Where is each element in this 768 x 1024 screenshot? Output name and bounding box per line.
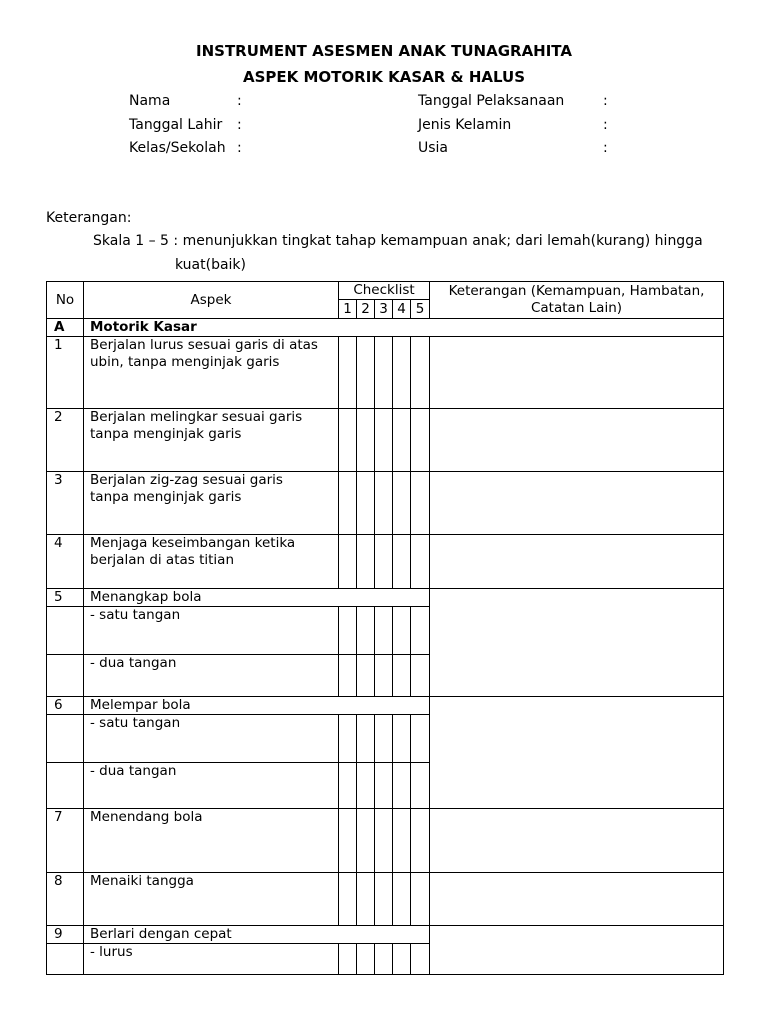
checkbox-cell[interactable] bbox=[411, 715, 430, 763]
checkbox-cell[interactable] bbox=[393, 337, 411, 409]
keterangan-scale-line2: kuat(baik) bbox=[175, 257, 247, 273]
checkbox-cell[interactable] bbox=[339, 715, 357, 763]
checkbox-cell[interactable] bbox=[393, 472, 411, 535]
checkbox-cell[interactable] bbox=[357, 607, 375, 655]
item-no: 5 bbox=[47, 589, 84, 607]
header-no: No bbox=[47, 282, 84, 319]
keterangan-cell[interactable] bbox=[430, 697, 724, 809]
header-keterangan bbox=[430, 282, 724, 319]
checkbox-cell[interactable] bbox=[393, 944, 411, 975]
item-aspek: Melempar bola bbox=[84, 697, 430, 715]
checkbox-cell[interactable] bbox=[339, 337, 357, 409]
table-row bbox=[47, 337, 724, 409]
keterangan-label: Keterangan: bbox=[46, 210, 132, 226]
table-row bbox=[47, 472, 724, 535]
field-sep: : bbox=[237, 117, 242, 133]
keterangan-cell[interactable] bbox=[430, 337, 724, 409]
checkbox-cell[interactable] bbox=[339, 809, 357, 873]
checkbox-cell[interactable] bbox=[357, 409, 375, 472]
checkbox-cell[interactable] bbox=[411, 655, 430, 697]
field-sep: : bbox=[237, 93, 242, 109]
scale-2: 2 bbox=[357, 300, 375, 319]
table-row bbox=[47, 809, 724, 873]
item-no: 2 bbox=[47, 409, 84, 472]
checkbox-cell[interactable] bbox=[357, 763, 375, 809]
checkbox-cell[interactable] bbox=[411, 409, 430, 472]
item-no: 1 bbox=[47, 337, 84, 409]
checkbox-cell[interactable] bbox=[375, 607, 393, 655]
item-aspek: Menangkap bola bbox=[84, 589, 430, 607]
checkbox-cell[interactable] bbox=[357, 337, 375, 409]
item-no: 7 bbox=[47, 809, 84, 873]
item-aspek-line1: Berjalan lurus sesuai garis di atas bbox=[90, 337, 318, 353]
checkbox-cell[interactable] bbox=[411, 607, 430, 655]
checkbox-cell[interactable] bbox=[357, 944, 375, 975]
item-aspek-line1: Berjalan melingkar sesuai garis bbox=[90, 409, 303, 425]
checkbox-cell[interactable] bbox=[393, 873, 411, 926]
checkbox-cell[interactable] bbox=[411, 337, 430, 409]
document-title: INSTRUMENT ASESMEN ANAK TUNAGRAHITA bbox=[196, 42, 572, 60]
table-row bbox=[47, 409, 724, 472]
item-no-empty bbox=[47, 944, 84, 975]
item-aspek: Berlari dengan cepat bbox=[84, 926, 430, 944]
table-row bbox=[47, 926, 724, 944]
checkbox-cell[interactable] bbox=[339, 535, 357, 589]
keterangan-cell[interactable] bbox=[430, 589, 724, 697]
section-row bbox=[47, 319, 724, 337]
item-aspek bbox=[84, 409, 339, 472]
checkbox-cell[interactable] bbox=[375, 409, 393, 472]
checkbox-cell[interactable] bbox=[375, 873, 393, 926]
header-checklist: Checklist bbox=[339, 282, 430, 300]
checkbox-cell[interactable] bbox=[393, 809, 411, 873]
checkbox-cell[interactable] bbox=[375, 535, 393, 589]
item-no-empty bbox=[47, 715, 84, 763]
item-aspek: Menendang bola bbox=[84, 809, 339, 873]
item-sub-aspek: - satu tangan bbox=[84, 607, 339, 655]
checkbox-cell[interactable] bbox=[339, 944, 357, 975]
item-aspek bbox=[84, 472, 339, 535]
item-aspek-line2: berjalan di atas titian bbox=[90, 552, 235, 568]
header-aspek: Aspek bbox=[84, 282, 339, 319]
checkbox-cell[interactable] bbox=[375, 715, 393, 763]
scale-4: 4 bbox=[393, 300, 411, 319]
field-label-tanggal-pelaksanaan: Tanggal Pelaksanaan bbox=[418, 93, 565, 109]
field-sep: : bbox=[603, 140, 608, 156]
keterangan-cell[interactable] bbox=[430, 926, 724, 975]
item-no: 4 bbox=[47, 535, 84, 589]
section-title: Motorik Kasar bbox=[84, 319, 724, 337]
checkbox-cell[interactable] bbox=[411, 873, 430, 926]
checkbox-cell[interactable] bbox=[411, 472, 430, 535]
item-aspek: Menaiki tangga bbox=[84, 873, 339, 926]
assessment-table bbox=[46, 281, 724, 975]
keterangan-cell[interactable] bbox=[430, 809, 724, 873]
item-no-empty bbox=[47, 607, 84, 655]
checkbox-cell[interactable] bbox=[339, 409, 357, 472]
checkbox-cell[interactable] bbox=[375, 809, 393, 873]
field-label-usia: Usia bbox=[418, 140, 449, 156]
keterangan-cell[interactable] bbox=[430, 409, 724, 472]
scale-1: 1 bbox=[339, 300, 357, 319]
document-subtitle: ASPEK MOTORIK KASAR & HALUS bbox=[242, 68, 526, 86]
item-no-empty bbox=[47, 763, 84, 809]
item-no: 9 bbox=[47, 926, 84, 944]
item-aspek-line2: tanpa menginjak garis bbox=[90, 489, 242, 505]
item-aspek-line1: Berjalan zig-zag sesuai garis bbox=[90, 472, 283, 488]
checkbox-cell[interactable] bbox=[375, 472, 393, 535]
checkbox-cell[interactable] bbox=[375, 763, 393, 809]
checkbox-cell[interactable] bbox=[393, 763, 411, 809]
keterangan-cell[interactable] bbox=[430, 535, 724, 589]
checkbox-cell[interactable] bbox=[357, 535, 375, 589]
section-code: A bbox=[47, 319, 84, 337]
checkbox-cell[interactable] bbox=[411, 763, 430, 809]
field-label-tanggal-lahir: Tanggal Lahir bbox=[129, 117, 223, 133]
header-keterangan-line2: Catatan Lain) bbox=[530, 300, 623, 316]
checkbox-cell[interactable] bbox=[375, 337, 393, 409]
item-no-empty bbox=[47, 655, 84, 697]
table-row bbox=[47, 873, 724, 926]
field-sep: : bbox=[603, 93, 608, 109]
scale-3: 3 bbox=[375, 300, 393, 319]
field-sep: : bbox=[237, 140, 242, 156]
item-aspek bbox=[84, 337, 339, 409]
keterangan-scale-line1: Skala 1 – 5 : menunjukkan tingkat tahap kemampuan anak; dari lemah(kurang) hingga bbox=[93, 233, 703, 249]
checkbox-cell[interactable] bbox=[393, 409, 411, 472]
checkbox-cell[interactable] bbox=[411, 944, 430, 975]
item-no: 6 bbox=[47, 697, 84, 715]
item-no: 8 bbox=[47, 873, 84, 926]
field-label-nama: Nama bbox=[129, 93, 171, 109]
item-aspek-line2: ubin, tanpa menginjak garis bbox=[90, 354, 280, 370]
item-no: 3 bbox=[47, 472, 84, 535]
item-sub-aspek: - lurus bbox=[84, 944, 339, 975]
scale-5: 5 bbox=[411, 300, 430, 319]
table-row bbox=[47, 697, 724, 715]
checkbox-cell[interactable] bbox=[339, 655, 357, 697]
table-row bbox=[47, 535, 724, 589]
checkbox-cell[interactable] bbox=[339, 763, 357, 809]
item-sub-aspek: - dua tangan bbox=[84, 763, 339, 809]
checkbox-cell[interactable] bbox=[357, 715, 375, 763]
checkbox-cell[interactable] bbox=[357, 472, 375, 535]
item-aspek-line1: Menjaga keseimbangan ketika bbox=[90, 535, 296, 551]
checkbox-cell[interactable] bbox=[393, 607, 411, 655]
checkbox-cell[interactable] bbox=[357, 655, 375, 697]
checkbox-cell[interactable] bbox=[411, 535, 430, 589]
checkbox-cell[interactable] bbox=[393, 715, 411, 763]
checkbox-cell[interactable] bbox=[339, 607, 357, 655]
item-sub-aspek: - satu tangan bbox=[84, 715, 339, 763]
keterangan-cell[interactable] bbox=[430, 472, 724, 535]
item-aspek-line2: tanpa menginjak garis bbox=[90, 426, 242, 442]
checkbox-cell[interactable] bbox=[375, 944, 393, 975]
field-sep: : bbox=[603, 117, 608, 133]
header-keterangan-line1: Keterangan (Kemampuan, Hambatan, bbox=[448, 283, 705, 299]
checkbox-cell[interactable] bbox=[357, 873, 375, 926]
checkbox-cell[interactable] bbox=[393, 655, 411, 697]
checkbox-cell[interactable] bbox=[393, 535, 411, 589]
field-label-jenis-kelamin: Jenis Kelamin bbox=[418, 117, 512, 133]
item-sub-aspek: - dua tangan bbox=[84, 655, 339, 697]
table-row bbox=[47, 589, 724, 607]
checkbox-cell[interactable] bbox=[339, 873, 357, 926]
checkbox-cell[interactable] bbox=[411, 809, 430, 873]
checkbox-cell[interactable] bbox=[339, 472, 357, 535]
keterangan-cell[interactable] bbox=[430, 873, 724, 926]
item-aspek bbox=[84, 535, 339, 589]
field-label-kelas-sekolah: Kelas/Sekolah bbox=[129, 140, 226, 156]
checkbox-cell[interactable] bbox=[357, 809, 375, 873]
checkbox-cell[interactable] bbox=[375, 655, 393, 697]
